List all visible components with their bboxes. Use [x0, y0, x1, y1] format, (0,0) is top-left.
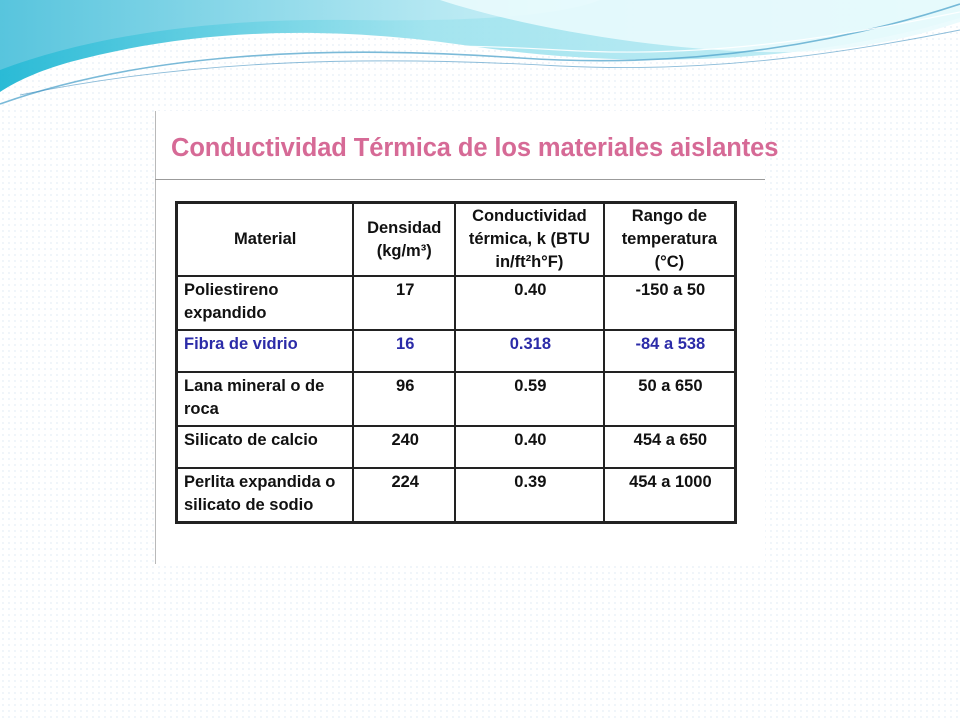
cell-conductivity: 0.39 — [455, 468, 604, 523]
cell-material: Perlita expandida o silicato de sodio — [177, 468, 354, 523]
cell-temperature-range: 454 a 650 — [604, 426, 736, 468]
cell-temperature-range: -150 a 50 — [604, 276, 736, 330]
cell-conductivity: 0.40 — [455, 426, 604, 468]
table-row — [177, 426, 736, 468]
cell-material: Fibra de vidrio — [177, 330, 354, 372]
cell-density: 96 — [353, 372, 455, 426]
page-title: Conductividad Térmica de los materiales aislantes — [171, 134, 779, 162]
table-row — [177, 276, 736, 330]
cell-conductivity: 0.40 — [455, 276, 604, 330]
conductivity-table — [175, 201, 737, 524]
header-temperature-range: Rango de temperatura (°C) — [604, 203, 736, 277]
cell-material: Poliestireno expandido — [177, 276, 354, 330]
cell-material: Lana mineral o de roca — [177, 372, 354, 426]
embedded-slide-image — [155, 111, 779, 564]
cell-density: 240 — [353, 426, 455, 468]
header-wave-decoration — [0, 0, 960, 115]
cell-temperature-range: 50 a 650 — [604, 372, 736, 426]
cell-density: 17 — [353, 276, 455, 330]
header-material: Material — [177, 203, 354, 277]
header-conductivity: Conductividad térmica, k (BTU in/ft²h°F) — [455, 203, 604, 277]
cell-conductivity: 0.318 — [455, 330, 604, 372]
header-density: Densidad (kg/m³) — [353, 203, 455, 277]
cell-conductivity: 0.59 — [455, 372, 604, 426]
cell-material: Silicato de calcio — [177, 426, 354, 468]
table-row — [177, 468, 736, 523]
table-header-row — [177, 203, 736, 277]
cell-density: 16 — [353, 330, 455, 372]
cell-temperature-range: 454 a 1000 — [604, 468, 736, 523]
cell-temperature-range: -84 a 538 — [604, 330, 736, 372]
cell-density: 224 — [353, 468, 455, 523]
table-row — [177, 372, 736, 426]
table-row-highlighted — [177, 330, 736, 372]
title-divider — [155, 179, 765, 180]
